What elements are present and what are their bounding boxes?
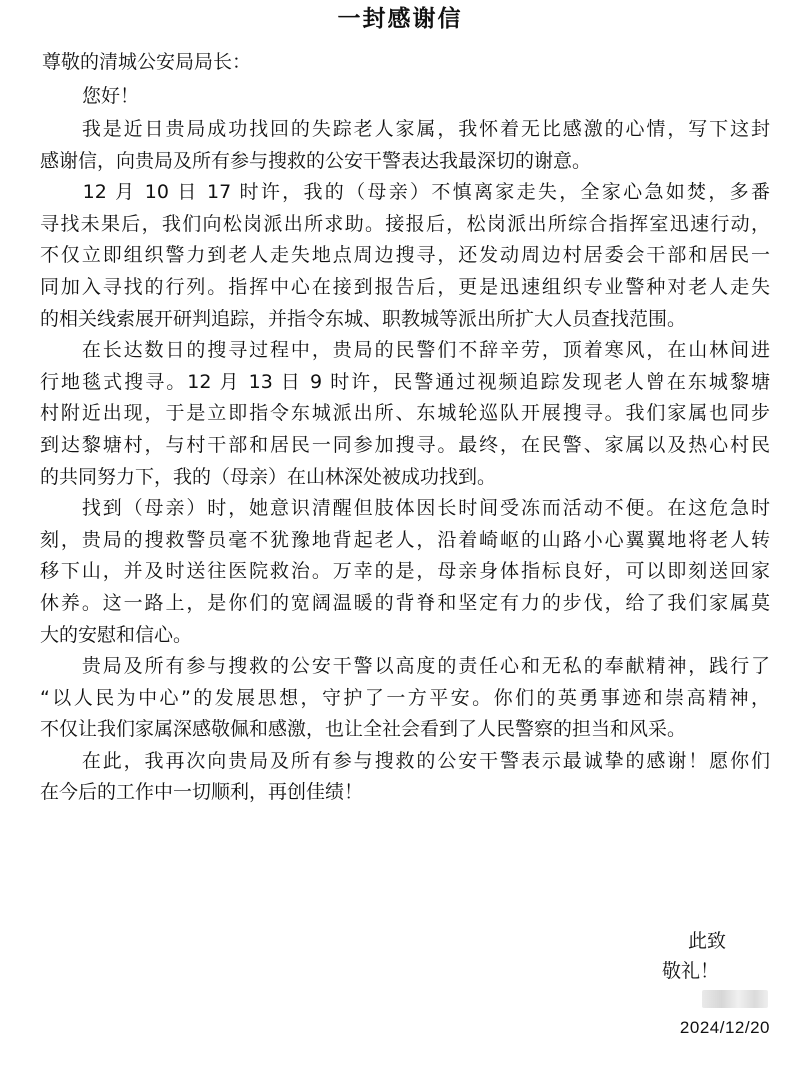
greeting: 您好！ [82,85,140,107]
blurred-signature [702,990,768,1008]
paragraph-4 [40,493,770,651]
letter-title: 一封感谢信 [337,6,463,32]
paragraph-5 [40,651,770,746]
letter-body [40,114,770,809]
paragraph-line: 不仅立即组织警力到老人走失地点周边搜寻，还发动周边村居委会干部和居民一 [40,244,770,267]
paragraph-line: 刻，贵局的搜救警员毫不犹豫地背起老人，沿着崎岖的山路小心翼翼地将老人转 [40,528,770,551]
paragraph-line: 寻找未果后，我们向松岗派出所求助。接报后，松岗派出所综合指挥室迅速行动， [40,212,770,235]
letter-date: 2024/12/20 [679,1018,770,1037]
paragraph-3 [40,335,770,493]
paragraph-line: 到达黎塘村，与村干部和居民一同参加搜寻。最终，在民警、家属以及热心村民 [40,433,770,456]
paragraph-line: 行地毯式搜寻。12 月 13 日 9 时许，民警通过视频追踪发现老人曾在东城黎塘 [40,370,770,393]
paragraph-line: 12 月 10 日 17 时许，我的（母亲）不慎离家走失，全家心急如焚，多番 [40,181,770,204]
paragraph-line: 村附近出现，于是立即指令东城派出所、东城轮巡队开展搜寻。我们家属也同步 [40,402,770,425]
closing-block [660,926,770,986]
paragraph-line: 找到（母亲）时，她意识清醒但肢体因长时间受冻而活动不便。在这危急时 [40,497,770,520]
paragraph-line: 在今后的工作中一切顺利，再创佳绩！ [40,781,364,804]
paragraph-line: 的相关线索展开研判追踪，并指令东城、职教城等派出所扩大人员查找范围。 [40,307,687,330]
closing-line-2: 敬礼！ [662,960,720,982]
paragraph-line: 在长达数日的搜寻过程中，贵局的民警们不辞辛劳，顶着寒风，在山林间进 [40,339,770,362]
paragraph-line: 移下山，并及时送往医院救治。万幸的是，母亲身体指标良好，可以即刻送回家 [40,560,770,583]
paragraph-line: 的共同努力下，我的（母亲）在山林深处被成功找到。 [40,465,497,488]
paragraph-1 [40,114,770,177]
paragraph-line: 在此，我再次向贵局及所有参与搜救的公安干警表示最诚挚的感谢！愿你们 [40,749,770,772]
paragraph-line: “以人民为中心”的发展思想，守护了一方平安。你们的英勇事迹和崇高精神， [40,686,770,709]
paragraph-line: 感谢信，向贵局及所有参与搜救的公安干警表达我最深切的谢意。 [40,149,592,172]
paragraph-line: 休养。这一路上，是你们的宽阔温暖的背脊和坚定有力的步伐，给了我们家属莫 [40,591,770,614]
salutation: 尊敬的清城公安局局长： [42,51,252,73]
paragraph-line: 同加入寻找的行列。指挥中心在接到报告后，更是迅速组织专业警种对老人走失 [40,275,770,298]
paragraph-line: 我是近日贵局成功找回的失踪老人家属，我怀着无比感激的心情，写下这封 [40,118,770,140]
closing-line-1: 此致 [688,930,727,952]
paragraph-line: 大的安慰和信心。 [40,623,193,646]
paragraph-6 [40,746,770,809]
paragraph-2 [40,177,770,335]
paragraph-line: 不仅让我们家属深感敬佩和感激，也让全社会看到了人民警察的担当和风采。 [40,718,687,741]
paragraph-line: 贵局及所有参与搜救的公安干警以高度的责任心和无私的奉献精神，践行了 [40,655,770,678]
